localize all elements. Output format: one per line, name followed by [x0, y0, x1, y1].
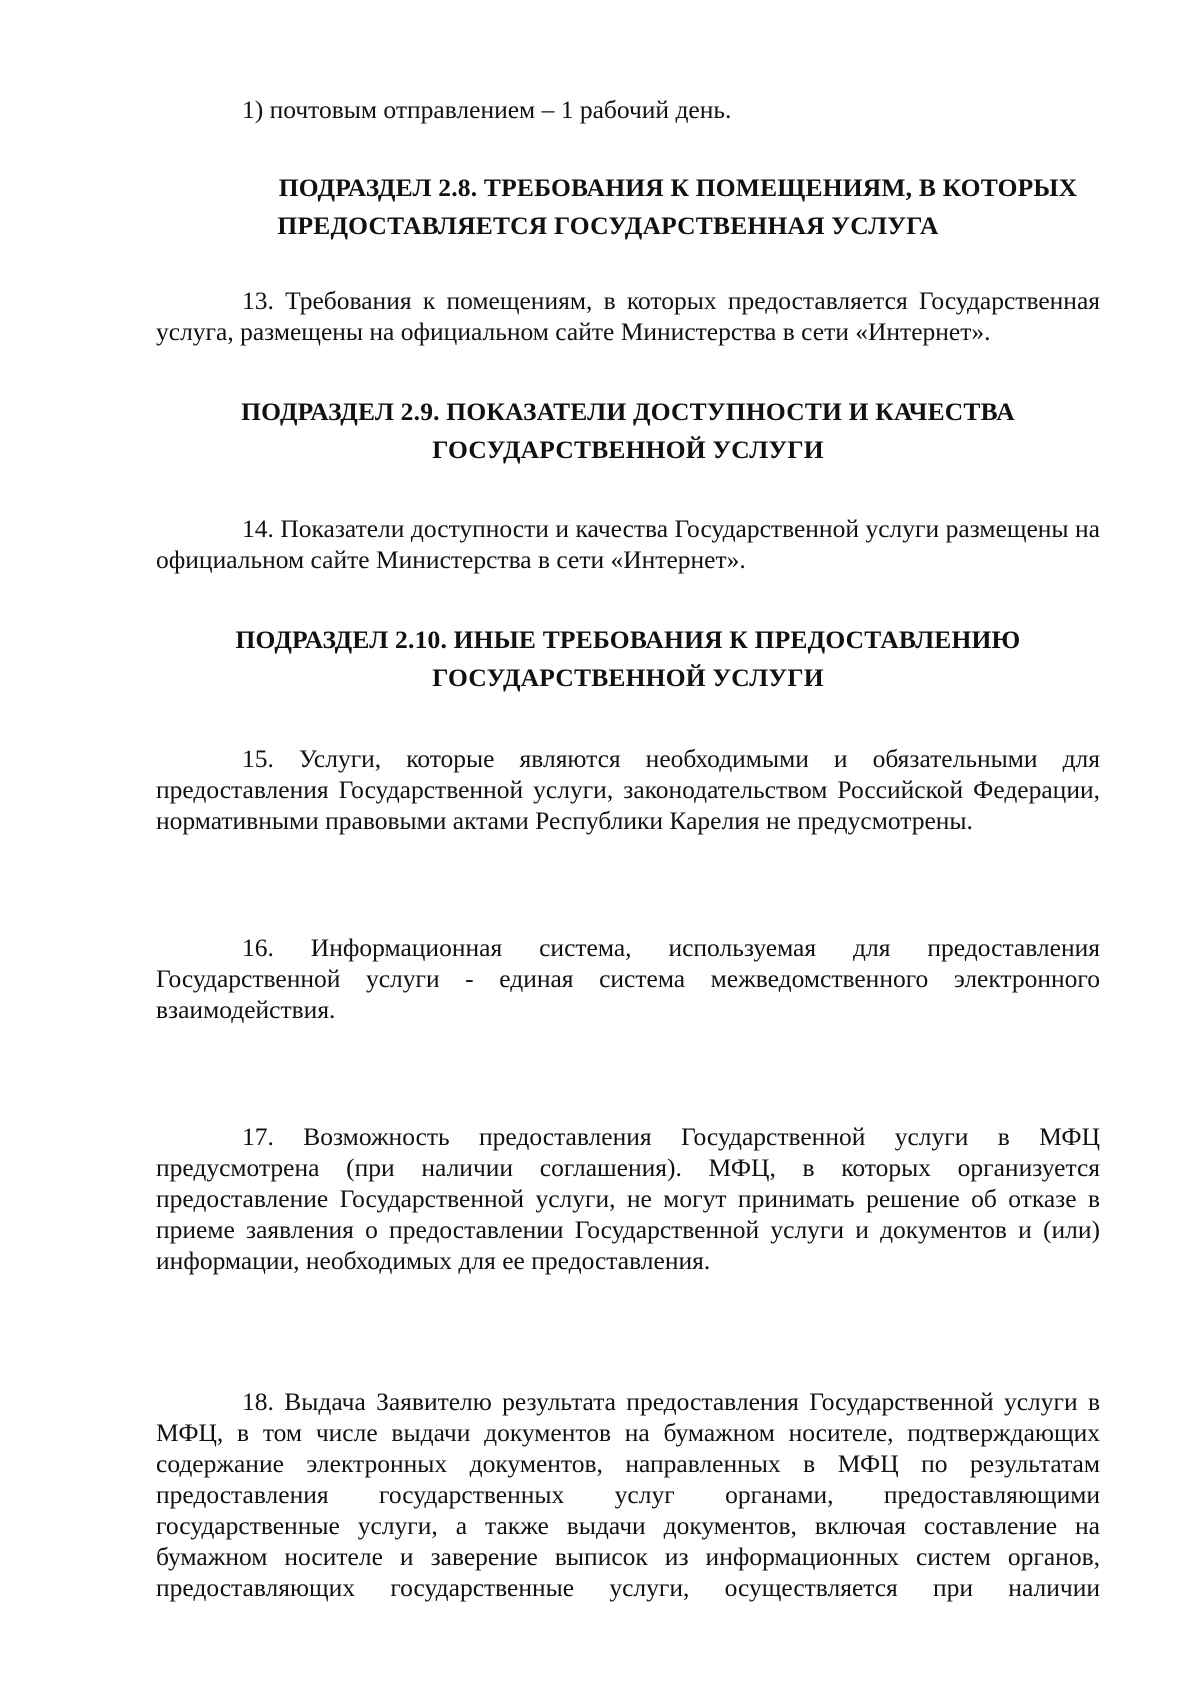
paragraph-item-13: 13. Требования к помещениям, в которых предоставляется Государственная услуга, размещены на официальном сайте Министерства в сети «Интернет». — [156, 286, 1100, 346]
paragraph-item-15: 15. Услуги, которые являются необходимыми и обязательными для предоставления Государственной услуги, законодательством Российской Федерации, нормативными правовыми актами Республики Карелия не предусмотрены. — [156, 744, 1100, 835]
paragraph-item-17: 17. Возможность предоставления Государственной услуги в МФЦ предусмотрена (при наличии соглашения). МФЦ, в которых организуется предоставление Государственной услуги, не могут принимать решение об отказе в приеме заявления о предоставлении Государственной услуги и документов и (или) информации, необходимых для ее предоставления. — [156, 1122, 1100, 1275]
paragraph-item-14: 14. Показатели доступности и качества Государственной услуги размещены на официальном сайте Министерства в сети «Интернет». — [156, 514, 1100, 574]
document-body — [156, 94, 1100, 1603]
section-heading-2-8-line-2: ПРЕДОСТАВЛЯЕТСЯ ГОСУДАРСТВЕННАЯ УСЛУГА — [277, 211, 939, 240]
paragraph-item-16: 16. Информационная система, используемая для предоставления Государственной услуги - единая система межведомственного электронного взаимодействия. — [156, 933, 1100, 1024]
section-heading-2-10-line-2: ГОСУДАРСТВЕННОЙ УСЛУГИ — [432, 663, 824, 692]
section-heading-2-9-line-1: ПОДРАЗДЕЛ 2.9. ПОКАЗАТЕЛИ ДОСТУПНОСТИ И КАЧЕСТВА — [241, 397, 1015, 426]
paragraph-item-18: 18. Выдача Заявителю результата предоставления Государственной услуги в МФЦ, в том числе выдачи документов на бумажном носителе, подтверждающих содержание электронных документов, направленных в МФЦ по результатам предоставления государственных услуг органами, предоставляющими государственные услуги, а также выдачи документов, включая составление на бумажном носителе и заверение выписок из информационных систем органов, предоставляющих государственные услуги, осуществляется при наличии — [156, 1387, 1100, 1602]
section-heading-2-10 — [156, 621, 1100, 697]
section-heading-2-8 — [156, 169, 1100, 245]
section-heading-2-8-line-1: ПОДРАЗДЕЛ 2.8. ТРЕБОВАНИЯ К ПОМЕЩЕНИЯМ, В КОТОРЫХ — [278, 173, 1078, 202]
list-item-postal-delivery: 1) почтовым отправлением – 1 рабочий день. — [242, 95, 732, 124]
section-heading-2-9 — [156, 393, 1100, 469]
section-heading-2-9-line-2: ГОСУДАРСТВЕННОЙ УСЛУГИ — [432, 435, 824, 464]
section-heading-2-10-line-1: ПОДРАЗДЕЛ 2.10. ИНЫЕ ТРЕБОВАНИЯ К ПРЕДОСТАВЛЕНИЮ — [235, 625, 1021, 654]
